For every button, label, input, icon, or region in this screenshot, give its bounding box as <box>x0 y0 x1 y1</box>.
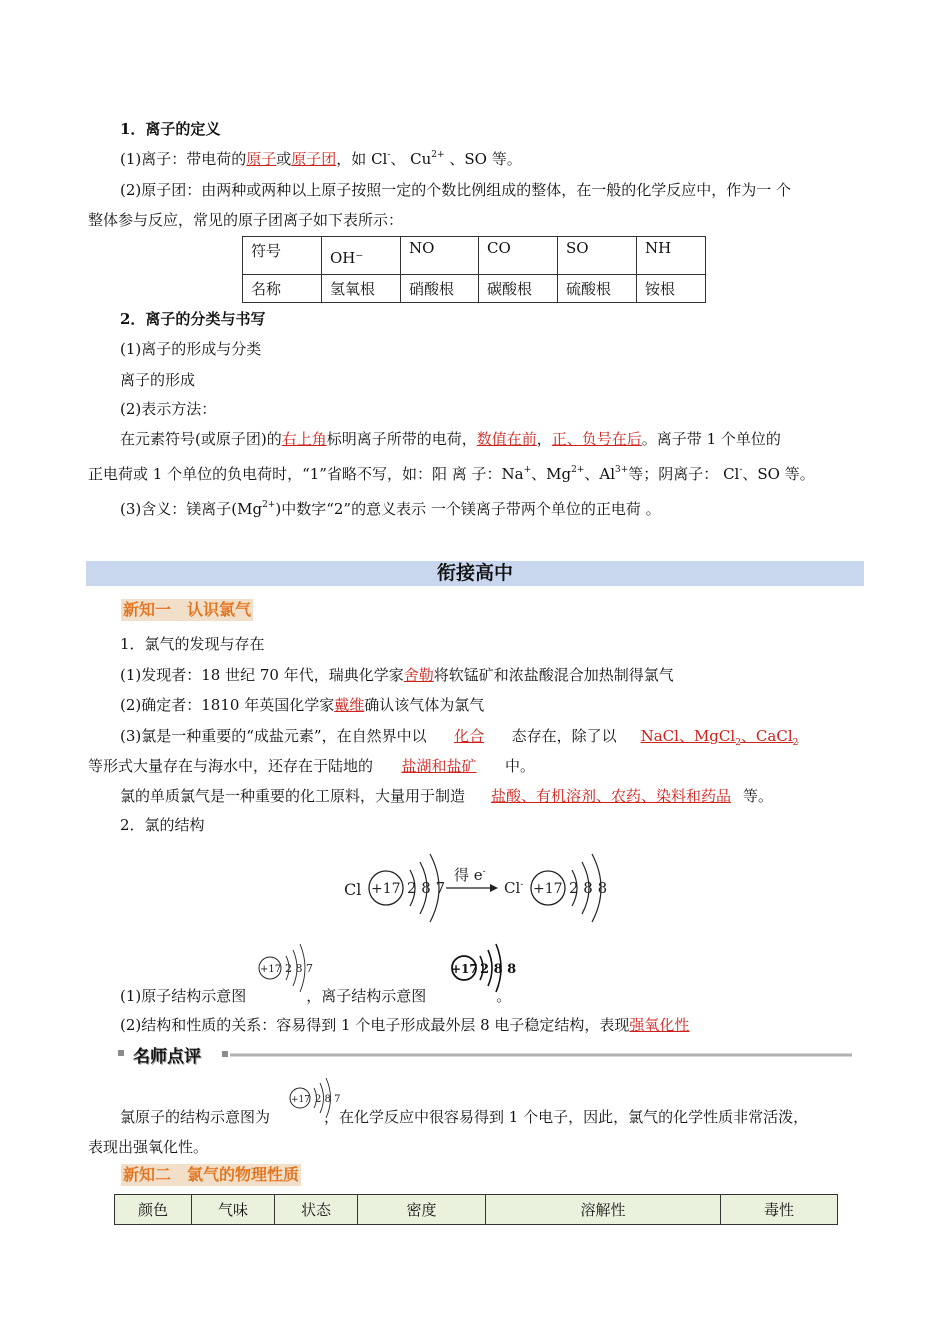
new1-line7: (2)结构和性质的关系：容易得到 1 个电子形成最外层 8 电子稳定结构，表现强氧化性 <box>120 1016 690 1034</box>
ion-table-cell: 碳酸根 <box>479 275 558 303</box>
arrow-label: 得 e- <box>454 866 486 884</box>
new1-sub1: 1．氯气的发现与存在 <box>120 635 265 653</box>
teacher-comment-bar <box>116 1040 856 1070</box>
section2-para1: 在元素符号(或原子团)的右上角标明离子所带的电荷，数值在前，正、负号在后。离子带 1 个单位的 <box>120 430 781 448</box>
physical-properties-header: 状态 <box>275 1195 358 1225</box>
ion-table-cell: 铵根 <box>637 275 706 303</box>
section2-line3: (2)表示方法： <box>120 400 217 418</box>
physical-properties-header: 气味 <box>192 1195 275 1225</box>
section2-heading: 2．离子的分类与书写 <box>120 310 266 328</box>
svg-text:2 8 8: 2 8 8 <box>480 962 517 977</box>
svg-text:2 8 8: 2 8 8 <box>569 879 608 897</box>
new-knowledge-1-heading: 新知一 认识氯气 <box>123 600 252 619</box>
ion-structure-small-icon <box>448 940 518 1000</box>
ion-table-cell: 硝酸根 <box>401 275 479 303</box>
section2-para2: 正电荷或 1 个单位的负电荷时，“1”省略不写，如：阳 离 子：Na+、$Mg^{2+}$、$Al^{3+}$等；阴离子： Cl-、SO 等。 <box>88 465 815 483</box>
ion-table-cell: 硫酸根 <box>558 275 637 303</box>
svg-text:2 8 7: 2 8 7 <box>285 962 313 975</box>
svg-text:+17: +17 <box>260 964 282 975</box>
diagram-ion-label: Cl- <box>504 879 524 897</box>
teacher-comment-line2: 表现出强氧化性。 <box>88 1138 209 1156</box>
new1-line6: (1)原子结构示意图 ，离子结构示意图 。 <box>120 987 512 1005</box>
teacher-comment-label: 名师点评 <box>133 1047 201 1067</box>
new1-line4: 等形式大量存在与海水中，还存在于陆地的 盐湖和盐矿 中。 <box>88 757 536 775</box>
ion-table <box>242 236 706 303</box>
teacher-comment-line1: 氯原子的结构示意图为 ，在化学反应中很容易得到 1 个电子，因此，氯气的化学性质非常活泼， <box>120 1108 809 1126</box>
new1-line3: (3)氯是一种重要的“成盐元素”，在自然界中以 化合 态存在，除了以 NaCl、MgCl$_2$、CaCl$_2$ <box>120 727 799 748</box>
svg-text:2 8 7: 2 8 7 <box>407 879 446 897</box>
atom-structure-small-icon <box>256 940 322 1000</box>
ion-table-cell: 名称 <box>243 275 322 303</box>
section1-line2: (2)原子团：由两种或两种以上原子按照一定的个数比例组成的整体，在一般的化学反应中，作为一 个 <box>120 181 792 199</box>
svg-text:+17: +17 <box>533 881 563 897</box>
svg-text:+17: +17 <box>451 962 478 976</box>
svg-text:2 8 7: 2 8 7 <box>315 1094 341 1105</box>
physical-properties-table <box>114 1194 838 1225</box>
physical-properties-header: 颜色 <box>115 1195 192 1225</box>
section1-line3: 整体参与反应，常见的原子团离子如下表所示： <box>88 211 404 229</box>
ion-table-cell: CO <box>479 237 558 275</box>
ion-table-cell: OH⁻ <box>322 237 401 275</box>
section1-line1: (1)离子：带电荷的原子或原子团，如 Cl-、 $Cu^{2+}$ 、SO 等。 <box>120 150 522 168</box>
section2-line2: 离子的形成 <box>120 371 196 389</box>
section2-line1: (1)离子的形成与分类 <box>120 340 262 358</box>
ion-table-cell: SO <box>558 237 637 275</box>
new1-sub2: 2．氯的结构 <box>120 816 205 834</box>
ion-table-cell: 氢氧根 <box>322 275 401 303</box>
section2-para3: (3)含义：镁离子$(Mg^{2+})$中数字“2”的意义表示 一个镁离子带两个单位的正电荷 。 <box>120 500 661 518</box>
physical-properties-header: 溶解性 <box>486 1195 721 1225</box>
ion-table-cell: NH <box>637 237 706 275</box>
section-band-title: 衔接高中 <box>86 561 864 586</box>
svg-text:+17: +17 <box>371 881 401 897</box>
new1-line2: (2)确定者：1810 年英国化学家戴维确认该气体为氯气 <box>120 696 485 714</box>
diagram-cl-label: Cl <box>344 880 362 899</box>
physical-properties-header: 毒性 <box>721 1195 838 1225</box>
physical-properties-header: 密度 <box>358 1195 486 1225</box>
new1-line5: 氯的单质氯气是一种重要的化工原料，大量用于制造 盐酸、有机溶剂、农药、染料和药品 等。 <box>120 787 774 805</box>
new1-line1: (1)发现者：18 世纪 70 年代，瑞典化学家舍勒将软锰矿和浓盐酸混合加热制得氯气 <box>120 666 674 684</box>
ion-table-cell: 符号 <box>243 237 322 275</box>
chlorine-ionization-diagram <box>340 838 620 932</box>
ion-table-cell: NO <box>401 237 479 275</box>
svg-text:+17: +17 <box>291 1095 310 1105</box>
section1-heading: 1．离子的定义 <box>120 120 221 138</box>
new-knowledge-2-heading: 新知二 氯气的物理性质 <box>123 1165 300 1184</box>
